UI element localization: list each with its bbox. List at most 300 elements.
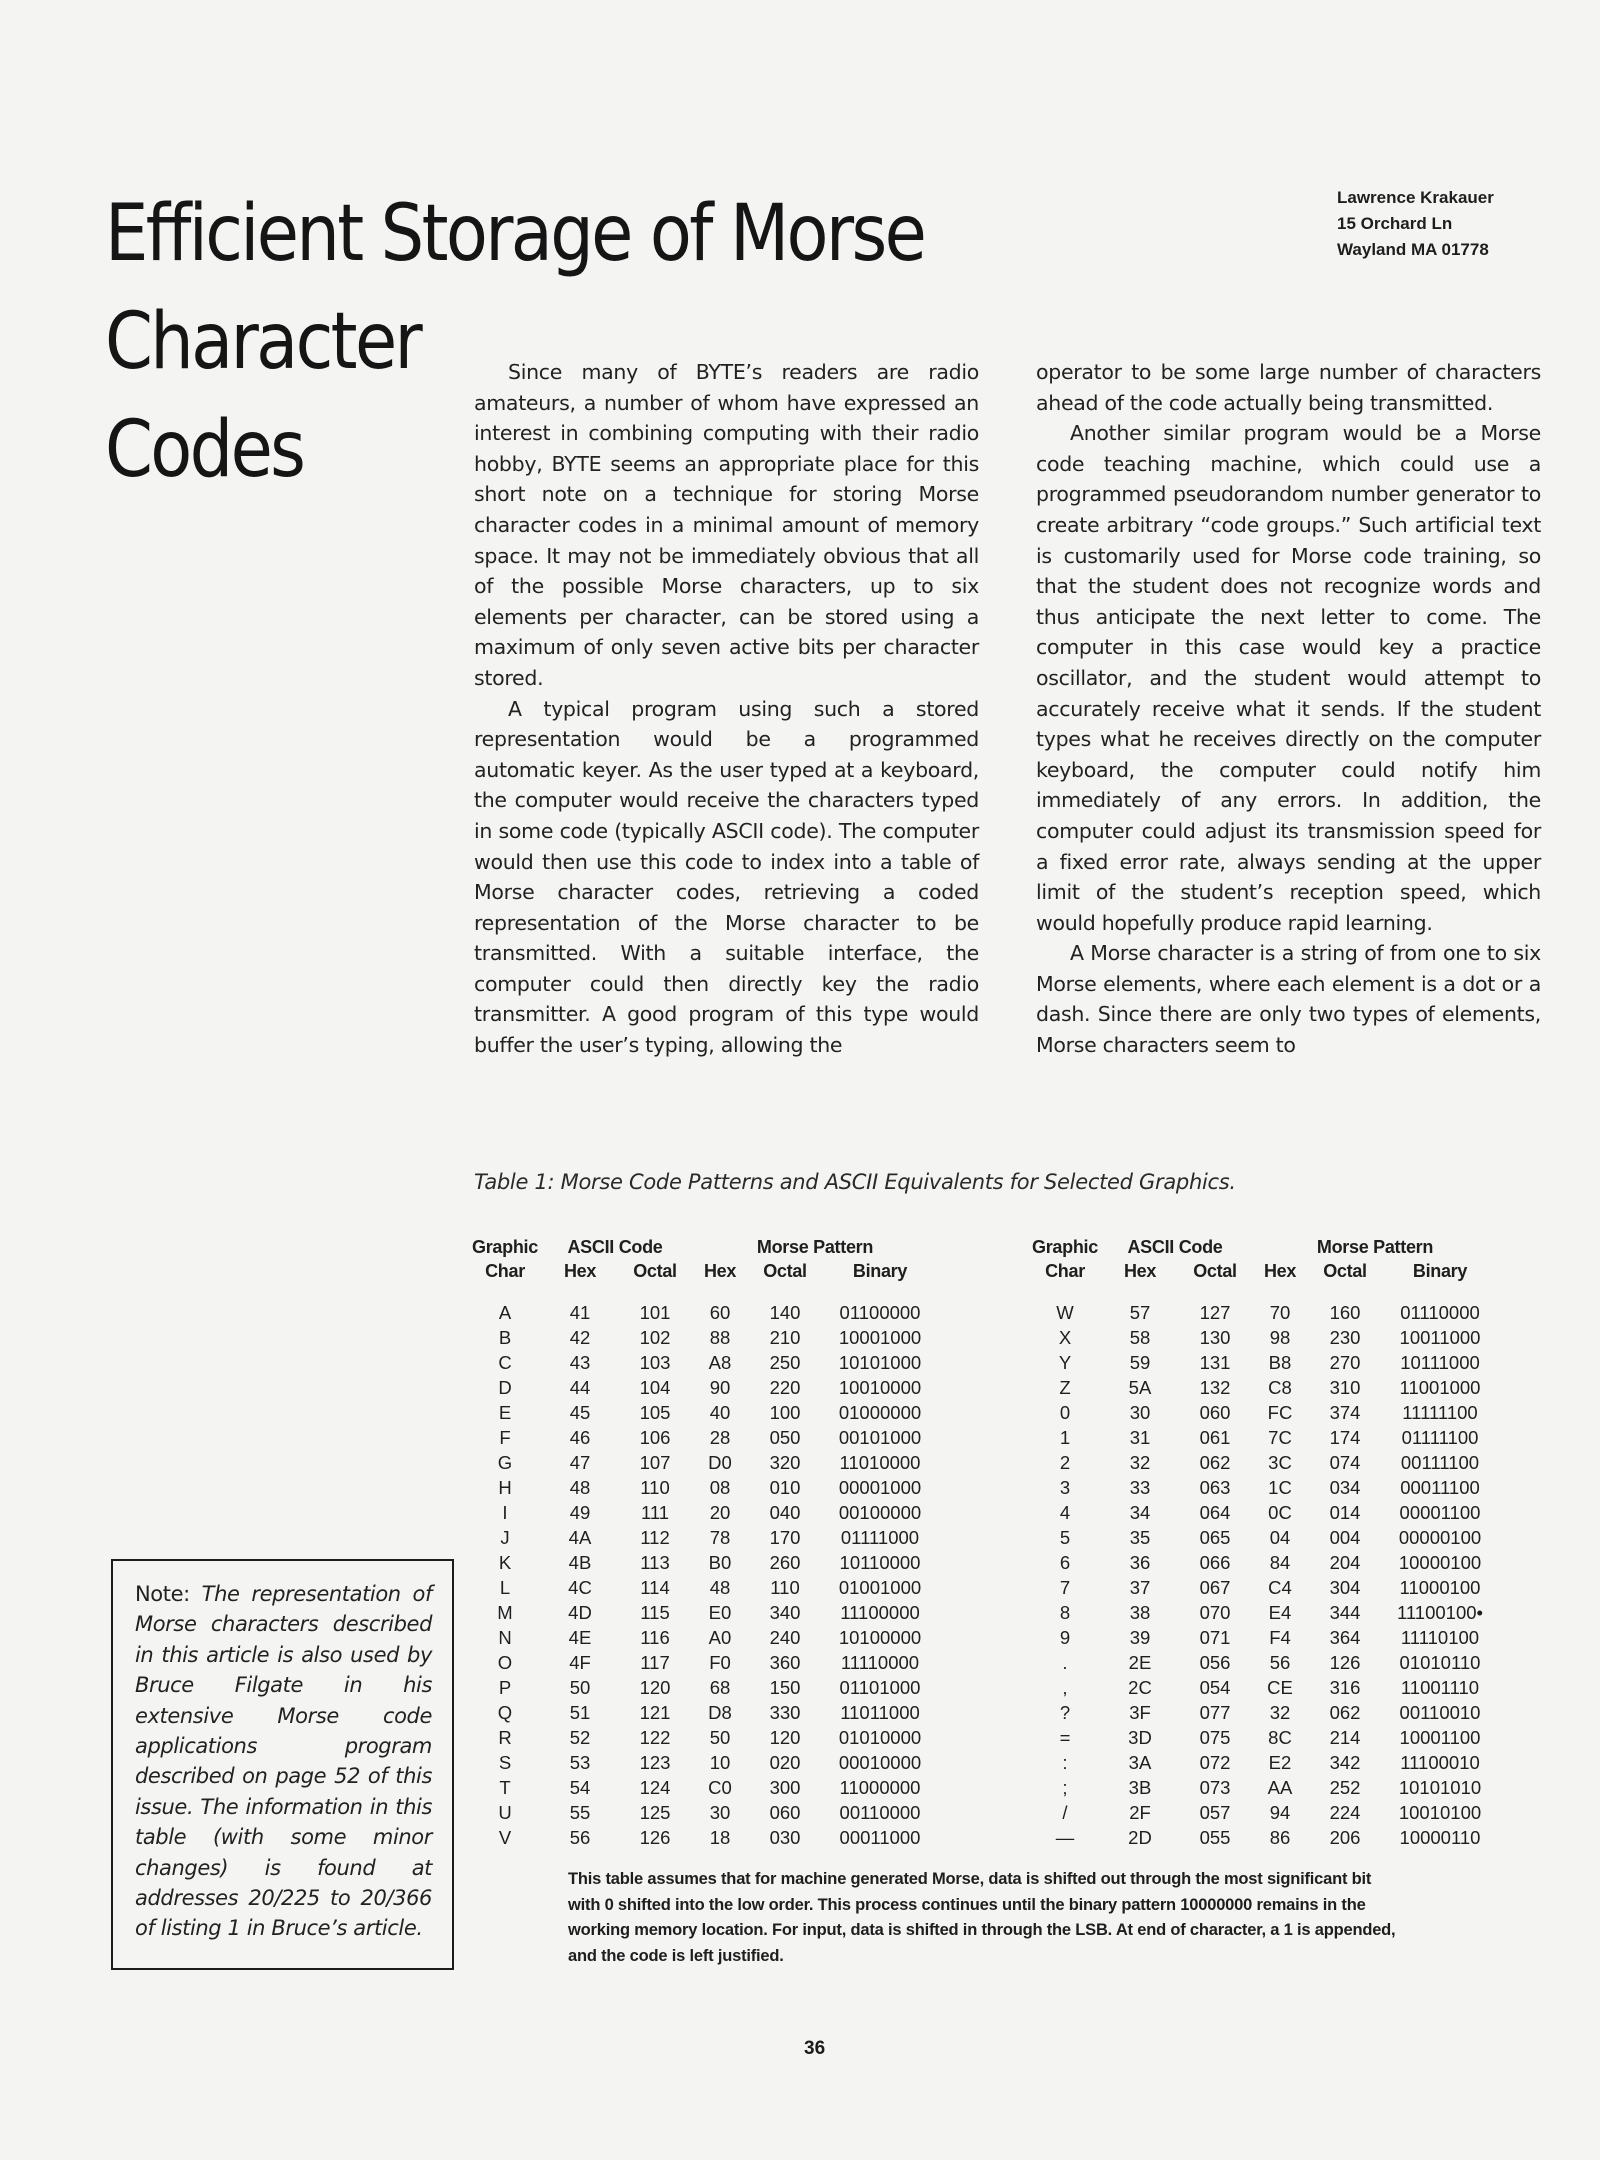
cell-ascii-hex: 4A — [568, 1527, 592, 1548]
cell-ascii-hex: 53 — [569, 1752, 591, 1773]
cell-ascii-octal: 061 — [1199, 1427, 1231, 1448]
cell-ascii-hex: 4E — [568, 1627, 592, 1648]
table-row — [470, 1800, 940, 1825]
cell-ascii-hex: 59 — [1129, 1352, 1151, 1373]
header-ascii-code: ASCII Code — [567, 1237, 663, 1257]
cell-morse-hex: 56 — [1269, 1652, 1291, 1673]
cell-morse-octal: 252 — [1329, 1777, 1361, 1798]
morse-table — [1030, 1235, 1500, 1850]
cell-char: , — [1062, 1677, 1068, 1698]
table-row — [1030, 1825, 1500, 1850]
cell-ascii-hex: 50 — [569, 1677, 591, 1698]
cell-morse-octal: 110 — [770, 1577, 800, 1598]
table-header-row — [1030, 1259, 1500, 1283]
cell-char: 1 — [1059, 1427, 1071, 1448]
cell-morse-binary: 10011000 — [1399, 1327, 1481, 1348]
cell-ascii-octal: 115 — [640, 1602, 670, 1623]
cell-morse-binary: 01111000 — [840, 1527, 920, 1548]
header-ascii-code: ASCII Code — [1127, 1237, 1223, 1257]
cell-char: S — [498, 1752, 512, 1773]
cell-morse-hex: 18 — [709, 1827, 731, 1848]
cell-ascii-hex: 51 — [569, 1702, 591, 1723]
cell-ascii-octal: 075 — [1199, 1727, 1231, 1748]
cell-ascii-hex: 2E — [1128, 1652, 1152, 1673]
cell-char: Z — [1059, 1377, 1071, 1398]
cell-morse-octal: 270 — [1329, 1352, 1361, 1373]
cell-morse-octal: 100 — [769, 1402, 801, 1423]
cell-morse-octal: 342 — [1329, 1752, 1361, 1773]
table-header-row — [1030, 1235, 1500, 1259]
cell-ascii-hex: 56 — [569, 1827, 591, 1848]
cell-char: R — [498, 1727, 512, 1748]
cell-morse-binary: 10010000 — [838, 1377, 922, 1398]
header-graphic: Graphic — [472, 1237, 538, 1257]
cell-morse-octal: 060 — [769, 1802, 801, 1823]
table-row — [1030, 1800, 1500, 1825]
cell-ascii-octal: 111 — [640, 1502, 670, 1523]
cell-ascii-hex: 3F — [1129, 1702, 1151, 1723]
cell-morse-octal: 014 — [1329, 1502, 1361, 1523]
cell-morse-binary: 00000100 — [1398, 1527, 1482, 1548]
cell-char: ? — [1059, 1702, 1071, 1723]
cell-morse-hex: 60 — [709, 1302, 731, 1323]
cell-morse-octal: 360 — [769, 1652, 801, 1673]
cell-ascii-hex: 2D — [1128, 1827, 1152, 1848]
cell-ascii-octal: 122 — [639, 1727, 671, 1748]
table-row — [1030, 1425, 1500, 1450]
cell-morse-hex: 40 — [709, 1402, 731, 1423]
cell-char: 0 — [1059, 1402, 1071, 1423]
cell-morse-binary: 10111000 — [1400, 1352, 1480, 1373]
body-column-2 — [1036, 357, 1541, 1061]
cell-morse-hex: 78 — [709, 1527, 731, 1548]
cell-char: C — [498, 1352, 512, 1373]
cell-morse-octal: 220 — [769, 1377, 801, 1398]
cell-morse-binary: 01000000 — [838, 1402, 922, 1423]
cell-ascii-octal: 124 — [639, 1777, 671, 1798]
cell-ascii-octal: 126 — [639, 1827, 671, 1848]
page-number: 36 — [804, 2038, 826, 2059]
cell-ascii-hex: 46 — [569, 1427, 591, 1448]
cell-morse-octal: 304 — [1329, 1577, 1361, 1598]
header-graphic: Graphic — [1032, 1237, 1098, 1257]
cell-ascii-hex: 5A — [1128, 1377, 1152, 1398]
author-block — [1337, 185, 1494, 263]
cell-ascii-hex: 42 — [569, 1327, 591, 1348]
cell-morse-binary: 11011000 — [840, 1702, 920, 1723]
paragraph: Another similar program would be a Morse code teaching machine, which could use a programmed pseudorandom number generator to create arbitrary “code groups.” Such artificial text is customarily used for Morse code training, so that the student does not recognize words and thus anticipate the next letter to come. The computer in this case would key a practice oscillator, and the student would attempt to accurately receive what it sends. If the student types what he receives directly on the computer keyboard, the computer could notify him immediately of any errors. In addition, the computer could adjust its transmission speed for a fixed error rate, always sending at the upper limit of the student’s reception speed, which would hopefully produce rapid learning. — [1036, 421, 1541, 935]
cell-ascii-hex: 41 — [569, 1302, 591, 1323]
cell-morse-binary: 01001000 — [838, 1577, 922, 1598]
cell-morse-binary: 11001000 — [1399, 1377, 1481, 1398]
cell-morse-octal: 174 — [1329, 1427, 1361, 1448]
cell-morse-hex: 08 — [709, 1477, 731, 1498]
cell-ascii-octal: 132 — [1199, 1377, 1231, 1398]
table-row — [1030, 1750, 1500, 1775]
cell-morse-binary: 00001000 — [838, 1477, 922, 1498]
table-row — [470, 1500, 940, 1525]
cell-char: V — [498, 1827, 512, 1848]
cell-morse-octal: 204 — [1329, 1552, 1361, 1573]
cell-char: Q — [497, 1702, 513, 1723]
cell-char: X — [1058, 1327, 1072, 1348]
cell-char: 2 — [1059, 1452, 1071, 1473]
table-row — [470, 1425, 940, 1450]
table-row — [470, 1300, 940, 1325]
table-row — [470, 1775, 940, 1800]
cell-ascii-octal: 073 — [1199, 1777, 1231, 1798]
cell-morse-octal: 340 — [769, 1602, 801, 1623]
cell-char: I — [502, 1502, 508, 1523]
paragraph: Since many of BYTE’s readers are radio amateurs, a number of whom have expressed an interest in combining computing with their radio hobby, BYTE seems an appropriate place for this short note on a technique for storing Morse character codes in a minimal amount of memory space. It may not be immediately obvious that all of the possible Morse characters, up to six elements per character, can be stored using a maximum of only seven active bits per character stored. — [474, 360, 979, 690]
table-row — [1030, 1300, 1500, 1325]
cell-char: : — [1062, 1752, 1068, 1773]
cell-ascii-hex: 52 — [569, 1727, 591, 1748]
table-row — [470, 1575, 940, 1600]
table-row — [1030, 1525, 1500, 1550]
table-row — [470, 1825, 940, 1850]
cell-ascii-hex: 30 — [1129, 1402, 1151, 1423]
table-row — [1030, 1375, 1500, 1400]
cell-char: ; — [1062, 1777, 1068, 1798]
cell-ascii-octal: 062 — [1199, 1452, 1231, 1473]
paragraph: operator to be some large number of characters ahead of the code actually being transmitted. — [1036, 360, 1541, 415]
cell-morse-hex: 10 — [709, 1752, 731, 1773]
cell-morse-binary: 10101010 — [1398, 1777, 1482, 1798]
cell-char: 6 — [1059, 1552, 1071, 1573]
cell-ascii-octal: 066 — [1199, 1552, 1231, 1573]
cell-ascii-hex: 31 — [1129, 1427, 1151, 1448]
author-street: 15 Orchard Ln — [1337, 214, 1453, 233]
table-row — [470, 1450, 940, 1475]
cell-morse-binary: 10000100 — [1398, 1552, 1482, 1573]
cell-morse-hex: A0 — [708, 1627, 732, 1648]
cell-char: A — [498, 1302, 512, 1323]
cell-morse-hex: F0 — [709, 1652, 731, 1673]
cell-morse-octal: 062 — [1329, 1702, 1361, 1723]
cell-morse-hex: 1C — [1268, 1477, 1292, 1498]
cell-morse-binary: 10110000 — [839, 1552, 921, 1573]
author-name: Lawrence Krakauer — [1337, 188, 1494, 207]
cell-char: W — [1056, 1302, 1074, 1323]
cell-morse-octal: 230 — [1329, 1327, 1361, 1348]
cell-char: 9 — [1059, 1627, 1071, 1648]
cell-morse-hex: C4 — [1268, 1577, 1292, 1598]
cell-ascii-octal: 117 — [640, 1652, 670, 1673]
cell-morse-hex: AA — [1267, 1777, 1293, 1798]
cell-morse-hex: 7C — [1268, 1427, 1292, 1448]
cell-morse-binary: 10101000 — [838, 1352, 922, 1373]
table-row — [1030, 1350, 1500, 1375]
table-row — [1030, 1625, 1500, 1650]
cell-morse-hex: A8 — [708, 1352, 732, 1373]
cell-ascii-hex: 2F — [1129, 1802, 1151, 1823]
cell-morse-hex: 0C — [1268, 1502, 1292, 1523]
cell-morse-hex: 70 — [1269, 1302, 1291, 1323]
title-line: Efficient Storage of Morse — [105, 189, 925, 279]
cell-morse-octal: 214 — [1329, 1727, 1361, 1748]
table-row — [470, 1525, 940, 1550]
cell-char: . — [1062, 1652, 1068, 1673]
cell-morse-hex: B0 — [708, 1552, 732, 1573]
cell-char: D — [498, 1377, 512, 1398]
table-row — [1030, 1400, 1500, 1425]
table-row — [1030, 1700, 1500, 1725]
cell-ascii-hex: 48 — [569, 1477, 591, 1498]
table-row — [470, 1625, 940, 1650]
table-caption: Table 1: Morse Code Patterns and ASCII Equivalents for Selected Graphics. — [474, 1170, 1236, 1194]
cell-char: J — [500, 1527, 510, 1548]
table-body — [470, 1300, 940, 1850]
cell-morse-octal: 344 — [1329, 1602, 1361, 1623]
cell-morse-octal: 206 — [1329, 1827, 1361, 1848]
cell-morse-binary: 01010110 — [1399, 1652, 1481, 1673]
cell-char: M — [497, 1602, 513, 1623]
cell-ascii-octal: 072 — [1199, 1752, 1231, 1773]
cell-morse-binary: 11110100 — [1400, 1627, 1480, 1648]
cell-morse-binary: 10001100 — [1399, 1727, 1481, 1748]
cell-morse-binary: 11100000 — [840, 1602, 920, 1623]
cell-morse-hex: 20 — [709, 1502, 731, 1523]
cell-morse-octal: 224 — [1329, 1802, 1361, 1823]
cell-morse-octal: 316 — [1329, 1677, 1361, 1698]
cell-morse-hex: C8 — [1268, 1377, 1292, 1398]
table-row — [470, 1325, 940, 1350]
cell-morse-octal: 040 — [769, 1502, 801, 1523]
cell-char: K — [498, 1552, 512, 1573]
author-city: Wayland MA 01778 — [1337, 240, 1489, 259]
table-row — [470, 1350, 940, 1375]
header-char: Char — [1045, 1261, 1085, 1281]
cell-morse-binary: 00100000 — [838, 1502, 922, 1523]
cell-char: E — [498, 1402, 512, 1423]
cell-morse-hex: 84 — [1269, 1552, 1291, 1573]
body-column-1 — [474, 357, 979, 1061]
table-row — [470, 1750, 940, 1775]
cell-morse-hex: 98 — [1269, 1327, 1291, 1348]
cell-ascii-hex: 43 — [569, 1352, 591, 1373]
cell-morse-octal: 160 — [1329, 1302, 1361, 1323]
cell-morse-binary: 10100000 — [838, 1627, 922, 1648]
cell-morse-binary: 11010000 — [839, 1452, 921, 1473]
cell-morse-hex: 8C — [1268, 1727, 1292, 1748]
table-row — [1030, 1775, 1500, 1800]
cell-ascii-octal: 103 — [639, 1352, 671, 1373]
cell-morse-hex: 04 — [1269, 1527, 1291, 1548]
cell-ascii-hex: 37 — [1129, 1577, 1151, 1598]
header-hex: Hex — [1123, 1261, 1157, 1281]
cell-char: 8 — [1059, 1602, 1071, 1623]
cell-morse-hex: F4 — [1269, 1627, 1291, 1648]
cell-ascii-hex: 38 — [1129, 1602, 1151, 1623]
cell-char: 3 — [1059, 1477, 1071, 1498]
cell-ascii-hex: 4D — [568, 1602, 592, 1623]
cell-morse-octal: 140 — [769, 1302, 801, 1323]
cell-char: 4 — [1059, 1502, 1071, 1523]
cell-ascii-hex: 3D — [1128, 1727, 1152, 1748]
table-row — [470, 1600, 940, 1625]
cell-char: N — [498, 1627, 512, 1648]
cell-morse-octal: 120 — [769, 1727, 801, 1748]
cell-ascii-octal: 130 — [1199, 1327, 1231, 1348]
cell-morse-binary: 11100100• — [1396, 1602, 1484, 1623]
cell-morse-binary: 00010000 — [838, 1752, 922, 1773]
morse-table — [470, 1235, 940, 1850]
cell-ascii-octal: 057 — [1199, 1802, 1231, 1823]
cell-ascii-hex: 44 — [569, 1377, 591, 1398]
cell-ascii-octal: 127 — [1199, 1302, 1231, 1323]
cell-morse-hex: 48 — [709, 1577, 731, 1598]
cell-ascii-hex: 47 — [569, 1452, 591, 1473]
header-binary: Binary — [1412, 1261, 1468, 1281]
cell-morse-octal: 126 — [1329, 1652, 1361, 1673]
cell-ascii-octal: 070 — [1199, 1602, 1231, 1623]
table-row — [1030, 1725, 1500, 1750]
title-line: Character — [105, 297, 421, 387]
cell-morse-octal: 004 — [1329, 1527, 1361, 1548]
table-body — [1030, 1300, 1500, 1850]
cell-ascii-hex: 3A — [1128, 1752, 1152, 1773]
cell-morse-binary: 01010000 — [838, 1727, 922, 1748]
cell-ascii-octal: 110 — [640, 1477, 670, 1498]
header-morse-hex: Hex — [1263, 1261, 1297, 1281]
table-row — [470, 1700, 940, 1725]
cell-morse-hex: C0 — [708, 1777, 732, 1798]
header-morse-hex: Hex — [703, 1261, 737, 1281]
cell-ascii-hex: 55 — [569, 1802, 591, 1823]
cell-morse-hex: 32 — [1269, 1702, 1291, 1723]
cell-morse-binary: 01111100 — [1401, 1427, 1479, 1448]
header-morse-octal: Octal — [763, 1261, 807, 1281]
cell-char: L — [499, 1577, 511, 1598]
table-row — [470, 1400, 940, 1425]
table-row — [1030, 1475, 1500, 1500]
cell-ascii-hex: 3B — [1128, 1777, 1152, 1798]
cell-ascii-octal: 121 — [639, 1702, 671, 1723]
table-header-row — [470, 1235, 940, 1259]
cell-ascii-hex: 49 — [569, 1502, 591, 1523]
cell-morse-octal: 150 — [769, 1677, 801, 1698]
cell-morse-octal: 170 — [769, 1527, 801, 1548]
table-row — [470, 1375, 940, 1400]
cell-ascii-octal: 064 — [1199, 1502, 1231, 1523]
cell-ascii-hex: 4B — [568, 1552, 592, 1573]
table-row — [1030, 1325, 1500, 1350]
sidebar-note — [111, 1559, 454, 1970]
cell-ascii-octal: 120 — [639, 1677, 671, 1698]
table-row — [1030, 1600, 1500, 1625]
cell-ascii-octal: 106 — [639, 1427, 671, 1448]
header-octal: Octal — [1193, 1261, 1237, 1281]
cell-ascii-hex: 45 — [569, 1402, 591, 1423]
cell-morse-hex: 30 — [709, 1802, 731, 1823]
cell-ascii-octal: 107 — [639, 1452, 671, 1473]
header-morse-pattern: Morse Pattern — [1316, 1237, 1434, 1257]
cell-morse-octal: 374 — [1329, 1402, 1361, 1423]
cell-ascii-octal: 125 — [639, 1802, 671, 1823]
cell-char: G — [497, 1452, 513, 1473]
cell-ascii-hex: 54 — [569, 1777, 591, 1798]
cell-morse-hex: E2 — [1268, 1752, 1292, 1773]
cell-morse-octal: 050 — [769, 1427, 801, 1448]
cell-morse-binary: 11111100 — [1402, 1402, 1478, 1423]
cell-ascii-hex: 35 — [1129, 1527, 1151, 1548]
cell-morse-hex: 68 — [709, 1677, 731, 1698]
cell-morse-hex: FC — [1267, 1402, 1293, 1423]
header-hex: Hex — [563, 1261, 597, 1281]
cell-morse-hex: 28 — [709, 1427, 731, 1448]
cell-char: Y — [1058, 1352, 1072, 1373]
cell-morse-octal: 364 — [1329, 1627, 1361, 1648]
note-label: Note: — [135, 1582, 190, 1606]
cell-morse-octal: 310 — [1329, 1377, 1361, 1398]
cell-ascii-octal: 077 — [1199, 1702, 1231, 1723]
cell-char: F — [499, 1427, 511, 1448]
cell-char: O — [497, 1652, 513, 1673]
cell-morse-binary: 01101000 — [839, 1677, 921, 1698]
cell-ascii-hex: 2C — [1128, 1677, 1152, 1698]
cell-ascii-octal: 114 — [640, 1577, 670, 1598]
cell-morse-binary: 11000100 — [1399, 1577, 1481, 1598]
header-morse-pattern: Morse Pattern — [756, 1237, 874, 1257]
cell-morse-octal: 260 — [769, 1552, 801, 1573]
cell-morse-hex: 86 — [1269, 1827, 1291, 1848]
morse-table-right — [1030, 1235, 1500, 1850]
cell-morse-octal: 210 — [769, 1327, 801, 1348]
table-row — [1030, 1450, 1500, 1475]
cell-char: U — [498, 1802, 512, 1823]
cell-ascii-octal: 054 — [1199, 1677, 1231, 1698]
title-line: Codes — [105, 405, 304, 495]
cell-morse-hex: 3C — [1268, 1452, 1292, 1473]
cell-morse-hex: E0 — [708, 1602, 732, 1623]
cell-morse-binary: 00011000 — [839, 1827, 921, 1848]
cell-morse-octal: 250 — [769, 1352, 801, 1373]
cell-morse-binary: 10010100 — [1398, 1802, 1482, 1823]
cell-ascii-hex: 58 — [1129, 1327, 1151, 1348]
cell-morse-hex: D0 — [708, 1452, 732, 1473]
cell-ascii-hex: 4F — [569, 1652, 591, 1673]
cell-morse-hex: 88 — [709, 1327, 731, 1348]
cell-ascii-octal: 102 — [639, 1327, 671, 1348]
cell-morse-hex: CE — [1267, 1677, 1293, 1698]
cell-morse-hex: 90 — [709, 1377, 731, 1398]
cell-ascii-octal: 056 — [1199, 1652, 1231, 1673]
cell-morse-binary: 01100000 — [839, 1302, 921, 1323]
cell-ascii-hex: 32 — [1129, 1452, 1151, 1473]
cell-morse-octal: 010 — [769, 1477, 801, 1498]
cell-morse-hex: E4 — [1268, 1602, 1292, 1623]
cell-morse-binary: 11000000 — [839, 1777, 921, 1798]
table-row — [470, 1725, 940, 1750]
cell-ascii-octal: 131 — [1199, 1352, 1231, 1373]
cell-char: B — [498, 1327, 512, 1348]
cell-ascii-octal: 123 — [639, 1752, 671, 1773]
paragraph: A Morse character is a string of from one to six Morse elements, where each element is a dot or a dash. Since there are only two types of elements, Morse characters seem to — [1036, 941, 1541, 1058]
cell-ascii-octal: 065 — [1199, 1527, 1231, 1548]
cell-morse-octal: 034 — [1329, 1477, 1361, 1498]
cell-ascii-hex: 39 — [1129, 1627, 1151, 1648]
header-char: Char — [485, 1261, 525, 1281]
cell-ascii-octal: 112 — [640, 1527, 670, 1548]
cell-morse-binary: 01110000 — [1400, 1302, 1480, 1323]
table-row — [1030, 1575, 1500, 1600]
cell-ascii-hex: 4C — [568, 1577, 592, 1598]
cell-morse-binary: 00111100 — [1400, 1452, 1480, 1473]
cell-morse-octal: 300 — [769, 1777, 801, 1798]
cell-morse-binary: 11100010 — [1400, 1752, 1480, 1773]
cell-morse-binary: 00110000 — [839, 1802, 921, 1823]
